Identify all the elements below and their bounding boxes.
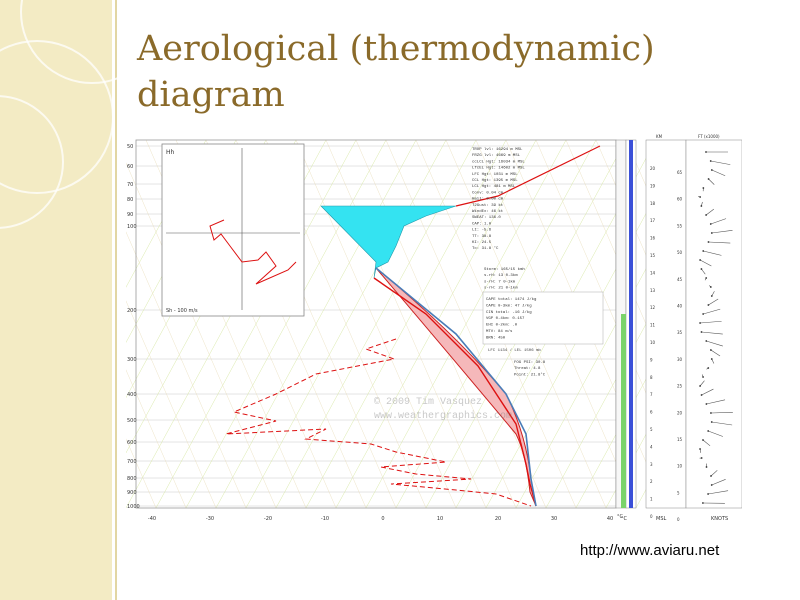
wind-barb-point bbox=[710, 475, 712, 477]
ft-tick-label: 30 bbox=[677, 356, 683, 362]
index-line: Conv: 0.04 cm bbox=[472, 191, 504, 196]
wind-barb-point bbox=[711, 421, 713, 423]
hodograph-panel bbox=[162, 144, 304, 316]
ft-tick-label: 65 bbox=[677, 170, 683, 175]
wind-barb-point bbox=[710, 412, 712, 414]
index-line: s-rH: 7 0-1km bbox=[484, 280, 516, 285]
index-line: CIN total: -16 J/kg bbox=[486, 310, 532, 315]
km-tick-label: 15 bbox=[650, 253, 656, 258]
wind-barb-point bbox=[705, 277, 707, 279]
index-line: BRN: 450 bbox=[486, 336, 506, 341]
height-column bbox=[616, 140, 636, 520]
wind-barb-point bbox=[711, 232, 713, 234]
km-tick-label: 6 bbox=[650, 409, 653, 415]
pressure-tick-label: 400 bbox=[127, 392, 137, 398]
temperature-tick-label: 0 bbox=[381, 516, 385, 522]
index-line: Tc: 31.8 °C bbox=[472, 247, 499, 252]
temperature-tick-label: 10 bbox=[436, 516, 444, 522]
km-tick-label: 1 bbox=[650, 496, 653, 502]
msl-label: MSL bbox=[656, 516, 667, 522]
km-tick-label: 4 bbox=[650, 444, 653, 450]
index-line: TROP lvl: 16294 m MSL bbox=[472, 148, 523, 152]
km-tick-label: 17 bbox=[650, 218, 656, 224]
index-line: LI: -5.6 bbox=[472, 228, 492, 233]
index-line: LCL Hgt: 481 m MSL bbox=[472, 185, 516, 190]
ft-tick-label: 20 bbox=[677, 410, 683, 416]
wind-barb-point bbox=[708, 241, 710, 243]
wind-barb-point bbox=[705, 151, 707, 153]
index-line: TT: 38.8 bbox=[472, 234, 492, 239]
wind-barb-point bbox=[706, 466, 708, 468]
km-tick-label: 9 bbox=[650, 357, 653, 363]
wind-barb-point bbox=[701, 268, 703, 270]
wind-barb-point bbox=[711, 169, 713, 171]
km-tick-label: 11 bbox=[650, 322, 656, 328]
wind-barb-point bbox=[707, 304, 709, 306]
wind-barb-point bbox=[710, 223, 712, 225]
wind-barb-point bbox=[710, 349, 712, 351]
km-tick-label: 10 bbox=[650, 340, 656, 345]
wind-barb-point bbox=[699, 448, 701, 450]
decorative-divider bbox=[115, 0, 117, 600]
pressure-tick-label: 800 bbox=[127, 476, 137, 482]
km-tick-label: 7 bbox=[650, 392, 653, 398]
ft-tick-label: 55 bbox=[677, 223, 683, 229]
wind-barb-point bbox=[708, 178, 710, 180]
cin-area bbox=[321, 206, 456, 278]
pressure-tick-label: 500 bbox=[127, 418, 137, 424]
km-tick-label: 12 bbox=[650, 305, 656, 311]
wind-barb-point bbox=[699, 196, 701, 198]
ft-tick-label: 50 bbox=[677, 250, 683, 256]
km-tick-label: 19 bbox=[650, 183, 656, 189]
wind-barb-point bbox=[701, 331, 703, 333]
wind-barb-point bbox=[705, 214, 707, 216]
index-line: CCL Hgt: 1395 m MSL bbox=[472, 179, 518, 183]
wind-barb-point bbox=[699, 385, 701, 387]
km-tick-label: 0 bbox=[650, 514, 653, 519]
wind-barb-point bbox=[702, 439, 704, 441]
pressure-tick-label: 80 bbox=[127, 197, 134, 203]
index-line: FOG PSI: 30.8 bbox=[514, 361, 546, 365]
temperature-tick-label: -40 bbox=[147, 516, 157, 522]
wind-barb-point bbox=[711, 484, 713, 486]
indices-panel bbox=[472, 147, 603, 377]
celsius-unit: °C bbox=[617, 514, 623, 520]
index-line: Hail: 0.00 cm bbox=[472, 197, 504, 202]
temperature-tick-label: -30 bbox=[205, 516, 215, 522]
wind-barb-point bbox=[707, 367, 709, 369]
index-line: s-rH: 13 0-3km bbox=[484, 274, 518, 279]
wind-barb-point bbox=[710, 286, 712, 288]
km-tick-label: 18 bbox=[650, 200, 656, 206]
index-line: LFC Hgt: 1031 m MSL bbox=[472, 172, 518, 177]
wind-barb-point bbox=[701, 394, 703, 396]
km-header: KM bbox=[656, 134, 663, 139]
wind-barb-point bbox=[707, 493, 709, 495]
skew-t-diagram bbox=[126, 134, 742, 526]
km-tick-label: 3 bbox=[650, 461, 653, 467]
ft-header: FT (x1000) bbox=[698, 134, 720, 139]
lfc-note: LFC 1134 / LEL 1506 mb bbox=[488, 349, 541, 353]
index-line: MTV: 84 m/s bbox=[486, 330, 513, 334]
ft-tick-label: 10 bbox=[677, 463, 683, 469]
temperature-tick-label: °C bbox=[621, 516, 627, 522]
km-tick-label: 8 bbox=[650, 374, 653, 380]
watermark-line-1: © 2009 Tim Vasquez bbox=[374, 397, 483, 408]
index-line: Threat: 4.8 bbox=[514, 367, 541, 372]
pressure-tick-label: 900 bbox=[127, 490, 137, 496]
ft-tick-label: 45 bbox=[677, 276, 683, 282]
source-url: http://www.aviaru.net bbox=[580, 542, 720, 559]
index-line: FRZG lvl: 4669 m MSL bbox=[472, 154, 521, 159]
km-tick-label: 13 bbox=[650, 287, 656, 293]
index-line: Point: 21.8°C bbox=[514, 373, 546, 378]
pressure-tick-label: 1000 bbox=[127, 504, 140, 510]
wind-barb-point bbox=[702, 250, 704, 252]
temperature-tick-label: 40 bbox=[606, 516, 614, 522]
slide-title: Aerological (thermodynamic) diagram bbox=[137, 29, 655, 115]
index-line: LfcEL Hgt: 14602 m MSL bbox=[472, 166, 525, 171]
temperature-tick-label: 20 bbox=[494, 516, 502, 522]
hodograph-footer: Sh - 100 m/s bbox=[166, 308, 198, 314]
km-tick-label: 14 bbox=[650, 270, 656, 276]
ft-tick-label: 25 bbox=[677, 383, 683, 389]
dry-adiabat bbox=[326, 140, 486, 508]
wind-barb-point bbox=[705, 340, 707, 342]
wind-barb-point bbox=[699, 259, 701, 261]
ft-tick-label: 0 bbox=[677, 517, 680, 523]
wind-barb-point bbox=[702, 313, 704, 315]
km-tick-label: 16 bbox=[650, 235, 656, 241]
wind-barb-point bbox=[707, 430, 709, 432]
km-tick-label: 2 bbox=[650, 479, 653, 485]
wind-barb-point bbox=[706, 403, 708, 405]
wind-profile-panel bbox=[646, 134, 742, 522]
km-tick-label: 5 bbox=[650, 427, 653, 432]
ft-tick-label: 60 bbox=[677, 196, 683, 202]
knots-label: KNOTS bbox=[711, 516, 729, 522]
pressure-tick-label: 600 bbox=[127, 440, 137, 446]
pressure-tick-label: 70 bbox=[127, 182, 134, 188]
watermark-line-2: www.weathergraphics.com bbox=[374, 411, 513, 422]
pressure-tick-label: 200 bbox=[127, 308, 137, 314]
pressure-tick-label: 60 bbox=[127, 164, 134, 170]
temperature-tick-label: -20 bbox=[263, 516, 273, 522]
wind-barb-point bbox=[710, 160, 712, 162]
wind-barb-point bbox=[711, 295, 713, 297]
pressure-tick-label: 50 bbox=[127, 144, 134, 150]
wind-barb-point bbox=[711, 358, 713, 360]
index-line: CAPE total: 1474 J/kg bbox=[486, 298, 537, 302]
index-line: SWEAT: 136.0 bbox=[472, 216, 501, 221]
wind-barb-point bbox=[701, 457, 703, 459]
wind-barb-point bbox=[700, 205, 702, 207]
pressure-tick-label: 300 bbox=[127, 357, 137, 363]
index-line: Storm: 165/15 kmh bbox=[484, 268, 525, 272]
hodograph-label: Hh bbox=[166, 149, 175, 156]
dewpoint-trace bbox=[226, 339, 531, 506]
pressure-tick-label: 100 bbox=[127, 224, 137, 230]
wind-barb-point bbox=[699, 322, 701, 324]
temperature-tick-label: 30 bbox=[550, 516, 558, 522]
index-line: ccLCL Hgt: 16034 m MSL bbox=[472, 160, 525, 165]
wind-barb-point bbox=[702, 187, 704, 189]
index-line: CAP: 1.0 bbox=[472, 222, 492, 227]
ft-tick-label: 35 bbox=[677, 330, 683, 336]
index-line: s-rH: 21 0-1km bbox=[484, 286, 518, 291]
ft-tick-label: 15 bbox=[677, 437, 683, 442]
ft-tick-label: 40 bbox=[677, 303, 683, 309]
index-line: VGP 0-4km: 0.157 bbox=[486, 317, 525, 322]
index-line: KI: 24.5 bbox=[472, 241, 492, 245]
pressure-tick-label: 700 bbox=[127, 459, 137, 465]
dry-adiabat bbox=[126, 140, 156, 508]
ft-tick-label: 5 bbox=[677, 490, 680, 496]
index-line: WindEx: 46 kt bbox=[472, 210, 504, 214]
km-tick-label: 20 bbox=[650, 166, 656, 171]
index-line: T2Gust: 39 kt bbox=[472, 203, 504, 208]
wind-barb-point bbox=[702, 502, 704, 504]
pressure-tick-label: 90 bbox=[127, 212, 134, 218]
temperature-tick-label: -10 bbox=[320, 516, 330, 522]
index-line: CAPE 0-3km: 47 J/kg bbox=[486, 304, 532, 309]
index-line: EHI 0-2km: .0 bbox=[486, 323, 518, 328]
wind-barb-point bbox=[702, 376, 704, 378]
